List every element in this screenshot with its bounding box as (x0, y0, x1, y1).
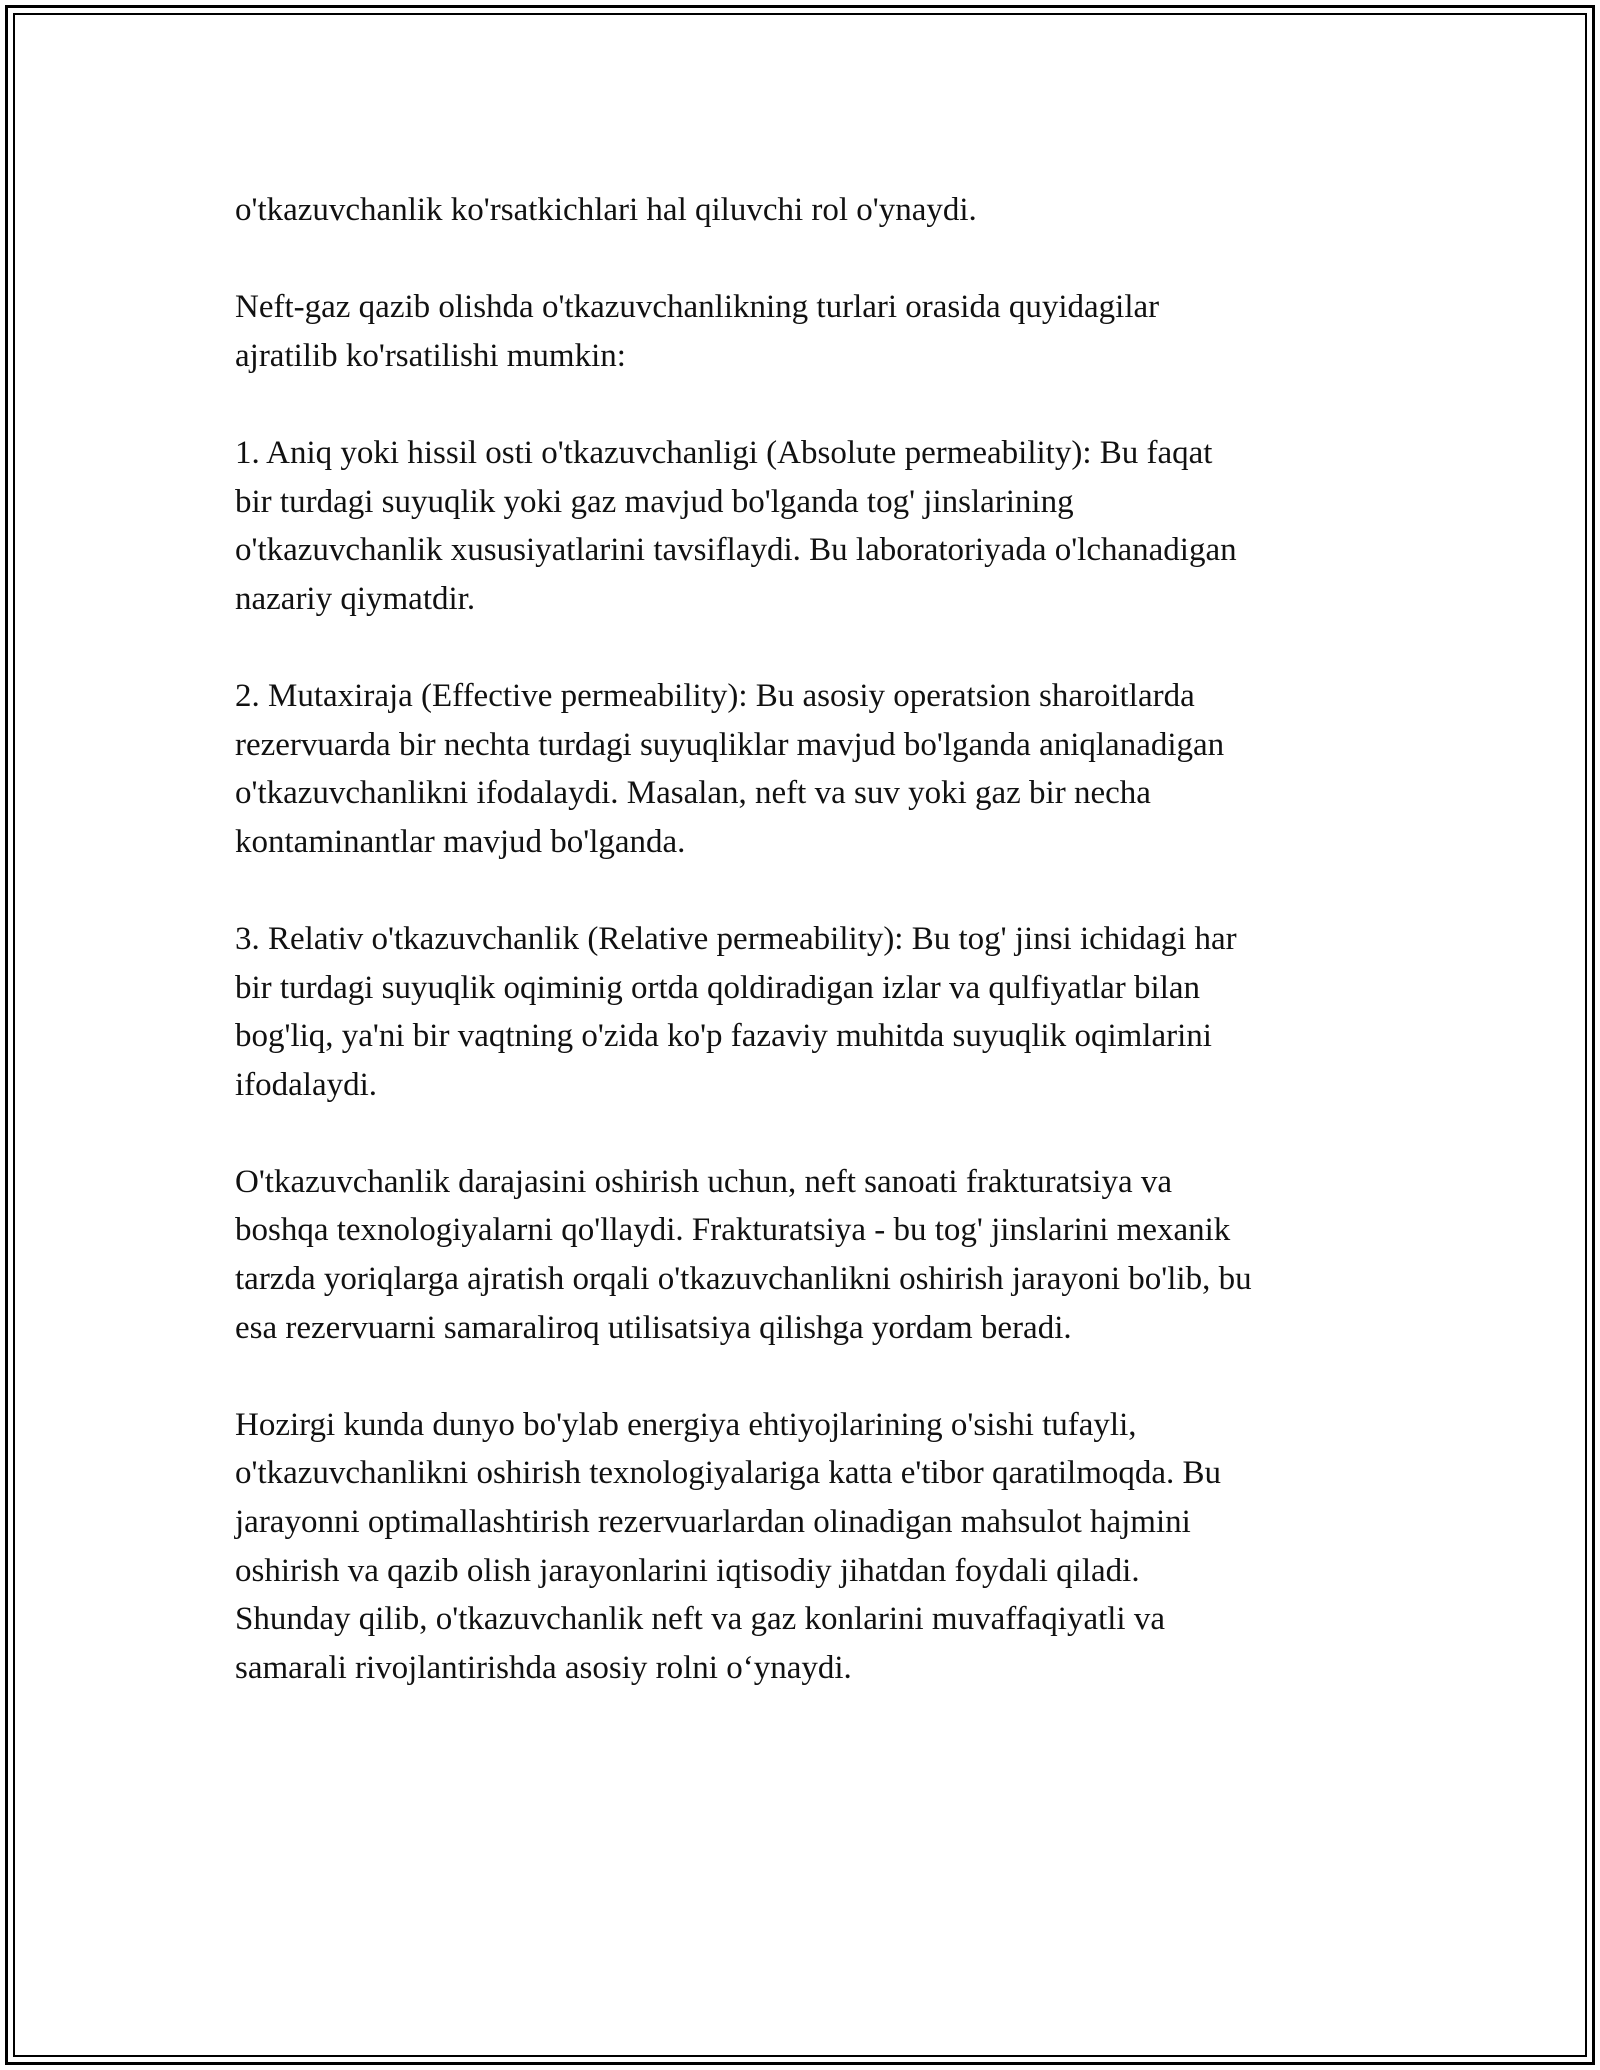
paragraph-relative-permeability (235, 915, 1395, 1109)
document-body (235, 186, 1395, 1692)
text-line: nazariy qiymatdir. (235, 580, 476, 617)
text-line: oshirish va qazib olish jarayonlarini iqtisodiy jihatdan foydali qiladi. (235, 1552, 1140, 1589)
text-line: ajratilib ko'rsatilishi mumkin: (235, 337, 626, 374)
paragraph-absolute-permeability (235, 429, 1395, 623)
text-line: o'tkazuvchanlik ko'rsatkichlari hal qiluvchi rol o'ynaydi. (235, 192, 977, 228)
text-line: bir turdagi suyuqlik oqiminig ortda qoldiradigan izlar va qulfiyatlar bilan (235, 969, 1201, 1006)
text-line: O'tkazuvchanlik darajasini oshirish uchun, neft sanoati frakturatsiya va (235, 1163, 1172, 1200)
text-line: o'tkazuvchanlikni ifodalaydi. Masalan, neft va suv yoki gaz bir necha (235, 775, 1151, 812)
text-line: o'tkazuvchanlik xususiyatlarini tavsiflaydi. Bu laboratoriyada o'lchanadigan (235, 532, 1237, 569)
text-line: Hozirgi kunda dunyo bo'ylab energiya ehtiyojlarining o'sishi tufayli, (235, 1406, 1137, 1443)
text-line: samarali rivojlantirishda asosiy rolni o‘ynaydi. (235, 1649, 852, 1686)
text-line: bog'liq, ya'ni bir vaqtning o'zida ko'p fazaviy muhitda suyuqlik oqimlarini (235, 1018, 1212, 1055)
text-line: ifodalaydi. (235, 1066, 378, 1103)
text-line: jarayonni optimallashtirish rezervuarlardan olinadigan mahsulot hajmini (235, 1504, 1191, 1541)
text-line: rezervuarda bir nechta turdagi suyuqliklar mavjud bo'lganda aniqlanadigan (235, 726, 1225, 763)
paragraph-conclusion (235, 1401, 1395, 1693)
text-line: 1. Aniq yoki hissil osti o'tkazuvchanligi (Absolute permeability): Bu faqat (235, 434, 1213, 471)
text-line: 3. Relativ o'tkazuvchanlik (Relative permeability): Bu tog' jinsi ichidagi har (235, 920, 1237, 957)
text-line: tarzda yoriqlarga ajratish orqali o'tkazuvchanlikni oshirish jarayoni bo'lib, bu (235, 1261, 1252, 1298)
text-line: bir turdagi suyuqlik yoki gaz mavjud bo'lganda tog' jinslarining (235, 483, 1074, 520)
text-line: 2. Mutaxiraja (Effective permeability): Bu asosiy operatsion sharoitlarda (235, 677, 1195, 714)
paragraph-permeability-types-intro (235, 283, 1395, 380)
paragraph-intro-continuation (235, 186, 1395, 235)
text-line: kontaminantlar mavjud bo'lganda. (235, 823, 686, 860)
paragraph-fracturing (235, 1158, 1395, 1352)
paragraph-effective-permeability (235, 672, 1395, 866)
text-line: Neft-gaz qazib olishda o'tkazuvchanlikning turlari orasida quyidagilar (235, 289, 1160, 326)
text-line: o'tkazuvchanlikni oshirish texnologiyalariga katta e'tibor qaratilmoqda. Bu (235, 1455, 1222, 1492)
text-line: boshqa texnologiyalarni qo'llaydi. Frakturatsiya - bu tog' jinslarini mexanik (235, 1212, 1231, 1249)
text-line: Shunday qilib, o'tkazuvchanlik neft va gaz konlarini muvaffaqiyatli va (235, 1601, 1165, 1638)
text-line: esa rezervuarni samaraliroq utilisatsiya qilishga yordam beradi. (235, 1309, 1072, 1346)
